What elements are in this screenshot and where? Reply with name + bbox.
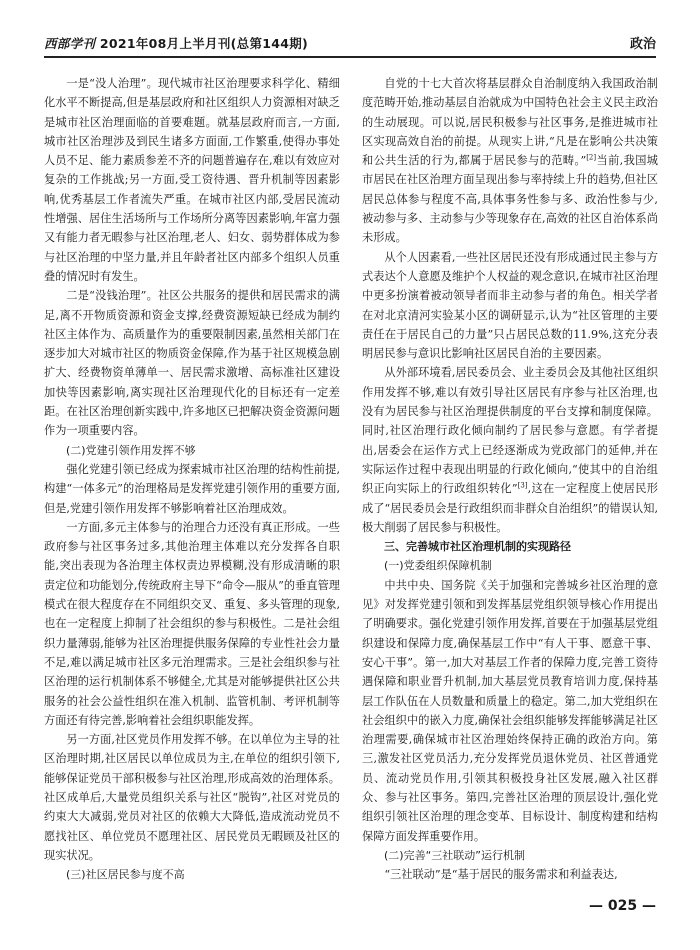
- journal-name: 西部学刊: [44, 36, 96, 51]
- paragraph-text: 自党的十七大首次将基层群众自治制度纳入我国政治制度范畴开始,推动基层自治就成为中国特色社会主义民主政治的生动展现。可以说,居民积极参与社区事务,是推进城市社区实现高效自治的前提。从现实上讲,“凡是在影响公共决策和公共生活的行为,都属于居民参与的范畴。”: [362, 77, 658, 168]
- paragraph: 从个人因素看,一些社区居民还没有形成通过民主参与方式表达个人意愿及维护个人权益的观念意识,在城市社区治理中更多扮演着被动领导者而非主动参与者的角色。相关学者在对北京清河实验某小区的调研显示,认为“社区管理的主要责任在于居民自己的力量”只占居民总数的11.9%,这充分表明居民参与意识比影响社区居民自治的主要因素。: [362, 250, 658, 361]
- subheading: (一)党委组织保障机制: [384, 559, 492, 573]
- paragraph: 另一方面,社区党员作用发挥不够。在以单位为主导的社区治理时期,社区居民以单位成员为主,在单位的组织引领下,能够保证党员干部积极参与社区治理,形成高效的治理体系。社区成单后,大量党员组织关系与社区“脱钩”,社区对党员的约束大大减弱,党员对社区的依赖大大降低,造成流动党员不愿找社区、单位党员不愿理社区、居民党员无暇顾及社区的现实状况。: [44, 733, 340, 862]
- paragraph-text: 从外部环境看,居民委员会、业主委员会及其他社区组织作用发挥不够,难以有效引导社区居民有序参与社区治理,也没有为居民参与社区治理提供制度的平台支撑和制度保障。同时,社区治理行政化倾向制约了居民参与意愿。有学者提出,居委会在运作方式上已经逐渐成为党政部门的延伸,并在实际运作过程中表现出明显的行政化倾向,“使其中的自治组织正向实际上的行政组织转化”: [362, 366, 658, 496]
- paragraph: [362, 363, 658, 537]
- paragraph: “三社联动”是“基于居民的服务需求和利益表达,: [384, 868, 618, 882]
- citation-ref: [2]: [586, 153, 597, 162]
- section-heading: 三、完善城市社区治理机制的实现路径: [384, 540, 571, 554]
- paragraph-text: 当前,我国城市居民在社区治理方面呈现出参与率持续上升的趋势,但社区居民总体参与程度不高,具体事务性参与多、政治性参与少,被动参与多、主动参与少等现象存在,高效的社区自治体系尚未形成。: [362, 154, 658, 245]
- paragraph: [362, 74, 658, 248]
- subheading: (三)社区居民参与度不高: [66, 868, 185, 882]
- paragraph: 二是“没钱治理”。社区公共服务的提供和居民需求的满足,离不开物质资源和资金支撑,经费资源短缺已经成为制约社区主体作为、高质量作为的重要限制因素,虽然相关部门在逐步加大对城市社区的物质资金保障,作为基于社区规模急剧扩大、经费物资单薄单一、居民需求激增、高标准社区建设加快等因素影响,离实现社区治理现代化的目标还有一定差距。在社区治理创新实践中,许多地区已把解决资金资源问题作为一项重要内容。: [44, 289, 340, 438]
- page-header: [44, 30, 656, 58]
- subheading: (二)完善“三社联动”运行机制: [384, 848, 525, 862]
- left-column: [44, 74, 340, 884]
- paragraph: 中共中央、国务院《关于加强和完善城乡社区治理的意见》对发挥党建引领和到发挥基层党组织领导核心作用提出了明确要求。强化党建引领作用发挥,首要在于加强基层党组织建设和保障力度,确保基层工作中“有人干事、愿意干事、安心干事”。第一,加大对基层工作者的保障力度,完善工资待遇保障和职业晋升机制,加大基层党员教育培训力度,保持基层工作队伍在人员数量和质量上的稳定。第二,加大党组织在社会组织中的嵌入力度,确保社会组织能够发挥能够满足社区治理需要,确保城市社区治理始终保持正确的政治方向。第三,激发社区党员活力,充分发挥党员退休党员、社区普通党员、流动党员作用,引领其积极投身社区发展,融入社区群众、参与社区事务。第四,完善社区治理的顶层设计,强化党组织引领社区治理的理念变革、目标设计、制度构建和结构保障方面发挥重要作用。: [362, 578, 658, 843]
- paragraph: 一是“没人治理”。现代城市社区治理要求科学化、精细化水平不断提高,但是基层政府和社区组织人力资源相对缺乏是城市社区治理面临的首要难题。就基层政府而言,一方面,城市社区治理涉及到民生诸多方面面,工作繁重,使得办事处人员不足、能力素质参差不齐的问题普遍存在,难以有效应对复杂的工作挑战;另一方面,受工资待遇、晋升机制等因素影响,优秀基层工作者流失严重。在城市社区内部,受居民流动性增强、居住生活场所与工作场所分离等因素影响,年富力强又有能力者无暇参与社区治理,老人、妇女、弱势群体成为参与社区治理的中坚力量,并且年龄者社区内部多个组织人员重叠的情况时有发生。: [44, 77, 340, 283]
- right-column: [362, 74, 658, 884]
- subheading: (二)党建引领作用发挥不够: [66, 443, 196, 457]
- journal-issue-line: [44, 34, 308, 52]
- paragraph: 强化党建引领已经成为探索城市社区治理的结构性前提,构建“一体多元”的治理格局是发挥党建引领作用的重要方面,但是,党建引领作用发挥不够影响着社区治理成效。: [44, 462, 340, 515]
- issue-info: 2021年08月上半月刊(总第144期): [99, 36, 309, 51]
- citation-ref: [3]: [517, 481, 528, 490]
- paragraph-text: ,这在一定程度上使居民形成了“居民委员会是行政组织而非群众自治组织”的错误认知,极大削弱了居民参与积极性。: [362, 482, 658, 534]
- page-number: — 025 —: [589, 898, 656, 914]
- paragraph: 一方面,多元主体参与的治理合力还没有真正形成。一些政府参与社区事务过多,其他治理主体难以充分发挥各自职能,突出表现为各治理主体权责边界模糊,没有形成清晰的职责定位和功能划分,传统政府主导下“命令—服从”的垂直管理模式在很大程度存在不同组织交叉、重复、多头管理的现象,也在一定程度上抑制了社会组织的参与积极性。二是社会组织力量薄弱,能够为社区治理提供服务保障的专业性社会力量不足,难以满足城市社区多元治理需求。三是社会组织参与社区治理的运行机制体系不够健全,尤其是对能够提供社区公共服务的社会公益性组织在准入机制、监管机制、考评机制等方面还有待完善,影响着社会组织职能发挥。: [44, 520, 340, 727]
- section-label: 政治: [629, 37, 656, 52]
